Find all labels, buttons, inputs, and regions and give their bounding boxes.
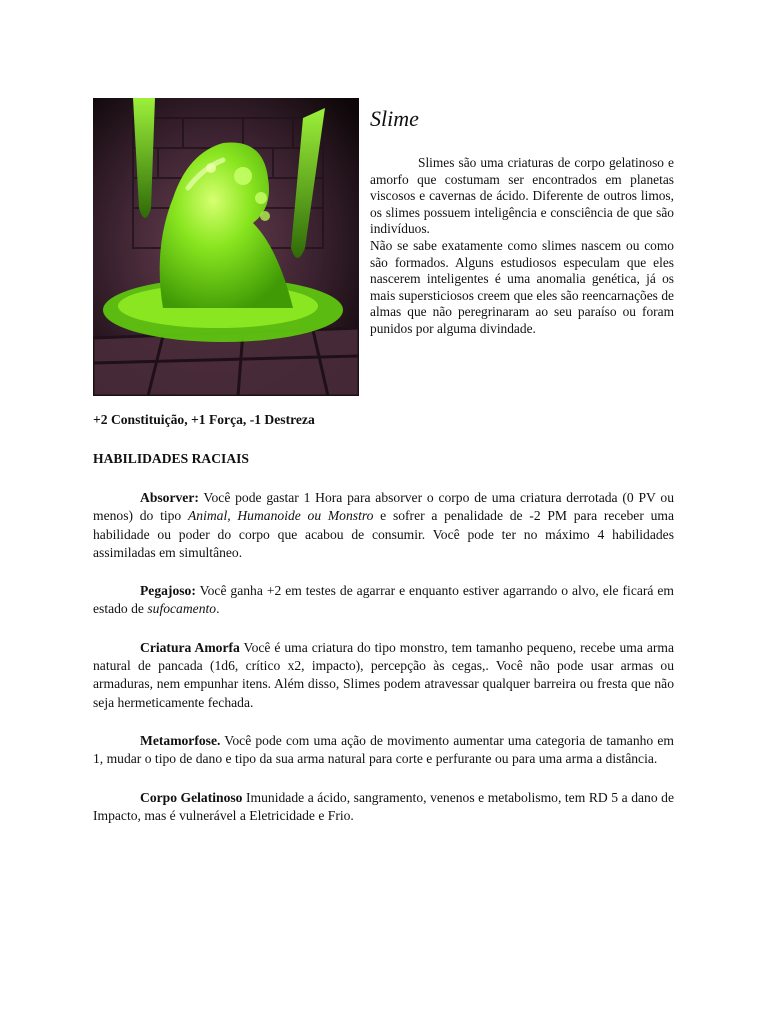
- ability-text: Você é uma criatura do tipo monstro, tem tamanho pequeno, recebe uma arma natural de pancada (1d6, crítico x2, impacto), percepção às cegas,. Você não pode usar armas ou armaduras, nem empunhar itens. Além disso, Slimes podem atravessar qualquer barreira ou fresta que não seja hermeticamente fechada.: [93, 639, 674, 710]
- ability-text: .: [216, 601, 220, 617]
- ability-name: Criatura Amorfa: [140, 639, 240, 655]
- ability-name: Pegajoso:: [140, 583, 196, 599]
- race-description: [370, 155, 674, 338]
- ability-absorver: [93, 489, 674, 562]
- attribute-modifiers: +2 Constituição, +1 Força, -1 Destreza: [93, 412, 315, 427]
- intro-paragraph-2: Não se sabe exatamente como slimes nascem ou como são formados. Alguns estudiosos especulam que eles nascerem inteligentes é uma anomalia genética, já os mais supersticiosos creem que eles são reencarnações de almas que não peregrinaram ao seu paraíso ou foram punidos por alguma divindade.: [370, 237, 674, 336]
- ability-criatura-amorfa: [93, 639, 674, 712]
- ability-text: e sofrer a penalidade de -2 PM para receber uma habilidade ou poder do corpo que acabou de consumir. Você pode ter no máximo 4 habilidades assimiladas em simultâneo.: [93, 508, 674, 560]
- race-title: Slime: [370, 106, 419, 131]
- racial-abilities-list: [93, 489, 674, 845]
- ability-text: Você pode gastar 1 Hora para absorver o corpo de uma criatura derrotada (0 PV ou menos) do tipo: [93, 490, 674, 524]
- ability-text: Você ganha +2 em testes de agarrar e enquanto estiver agarrando o alvo, ele ficará em estado de: [93, 583, 674, 617]
- ability-text: Imunidade a ácido, sangramento, venenos e metabolismo, tem RD 5 a dano de Impacto, mas é vulnerável a Eletricidade e Frio.: [93, 789, 674, 823]
- section-title-racial-abilities: HABILIDADES RACIAIS: [93, 451, 249, 466]
- slime-illustration: [93, 98, 359, 396]
- ability-emphasis: sufocamento: [147, 601, 217, 617]
- ability-name: Metamorfose.: [140, 732, 221, 748]
- ability-pegajoso: [93, 582, 674, 619]
- ability-emphasis: Animal, Humanoide ou Monstro: [187, 508, 374, 524]
- intro-paragraph-1: Slimes são uma criaturas de corpo gelatinoso e amorfo que costumam ser encontrados em planetas viscosos e cavernas de ácido. Diferente de outros limos, os slimes possuem inteligência e consciência de que são indivíduos.: [370, 155, 674, 237]
- ability-name: Absorver:: [140, 490, 199, 505]
- ability-text: Você pode com uma ação de movimento aumentar uma categoria de tamanho em 1, mudar o tipo de dano e tipo da sua arma natural para corte e perfurante ou para uma arma a distância.: [93, 732, 674, 767]
- ability-metamorfose: [93, 732, 674, 769]
- slime-creature-image: [93, 98, 359, 396]
- ability-corpo-gelatinoso: [93, 789, 674, 826]
- ability-name: Corpo Gelatinoso: [140, 789, 243, 805]
